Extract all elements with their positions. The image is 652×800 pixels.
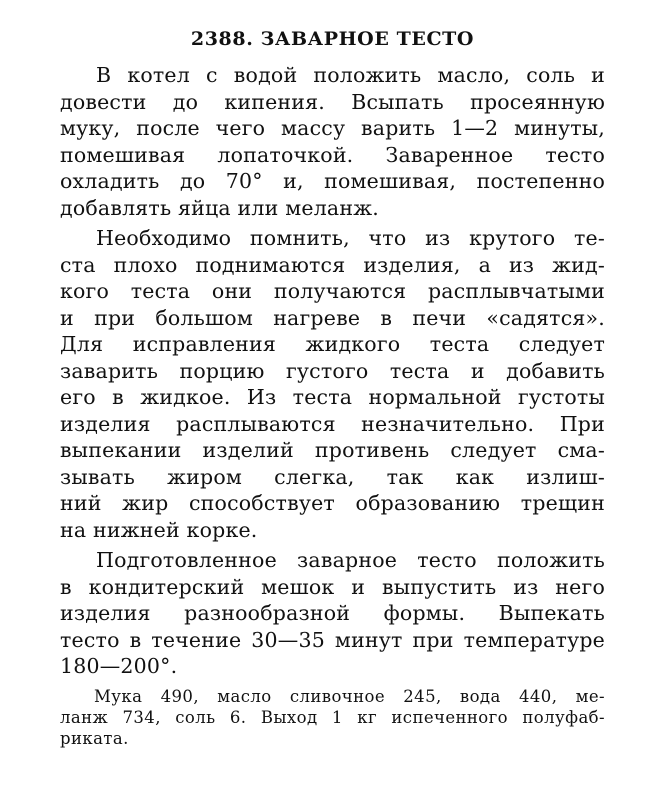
ingredients-line: ланж 734, соль 6. Выход 1 кг испеченного полуфаб- [60, 707, 605, 727]
text-line: зывать жиром слегка, так как излиш- [60, 464, 605, 489]
paragraph-1 [60, 62, 605, 221]
ingredients-list [60, 686, 605, 749]
text-line: Для исправления жидкого теста следует [60, 332, 605, 356]
ingredients-line: риката. [60, 728, 129, 748]
text-line: изделия разнообразной формы. Выпекать [60, 601, 605, 625]
paragraph-3 [60, 547, 605, 680]
text-line: выпекании изделий противень следует сма- [60, 438, 605, 462]
recipe-title: 2388. ЗАВАРНОЕ ТЕСТО [190, 28, 475, 50]
text-line: Подготовленное заварное тесто положить [96, 548, 605, 572]
text-line: помешивая лопаточкой. Заваренное тесто [60, 142, 605, 167]
text-line: его в жидкое. Из теста нормальной густоты [60, 385, 605, 409]
text-line: изделия расплываются незначительно. При [60, 411, 605, 436]
ingredients-line: Мука 490, масло сливочное 245, вода 440, ме- [94, 686, 605, 706]
text-line: добавлять яйца или меланж. [60, 195, 379, 220]
text-line: заварить порцию густого теста и добавить [60, 358, 605, 383]
text-line: тесто в течение 30—35 минут при температуре [60, 627, 605, 652]
text-line: в кондитерский мешок и выпустить из него [60, 574, 605, 599]
text-line: ний жир способствует образованию трещин [60, 491, 605, 515]
text-line: муку, после чего массу варить 1—2 минуты, [60, 116, 605, 140]
text-line: кого теста они получаются расплывчатыми [60, 279, 605, 303]
text-line: и при большом нагреве в печи «садятся». [60, 305, 605, 330]
text-line: Необходимо помнить, что из крутого те- [96, 226, 605, 250]
text-line: В котел с водой положить масло, соль и [96, 63, 605, 87]
text-line: 180—200°. [60, 654, 178, 678]
text-line: охладить до 70° и, помешивая, постепенно [60, 169, 605, 193]
paragraph-2 [60, 225, 605, 543]
text-line: довести до кипения. Всыпать просеянную [60, 89, 605, 114]
text-line: на нижней корке. [60, 517, 258, 542]
text-line: ста плохо поднимаются изделия, а из жид- [60, 252, 605, 277]
recipe-page [60, 26, 605, 749]
